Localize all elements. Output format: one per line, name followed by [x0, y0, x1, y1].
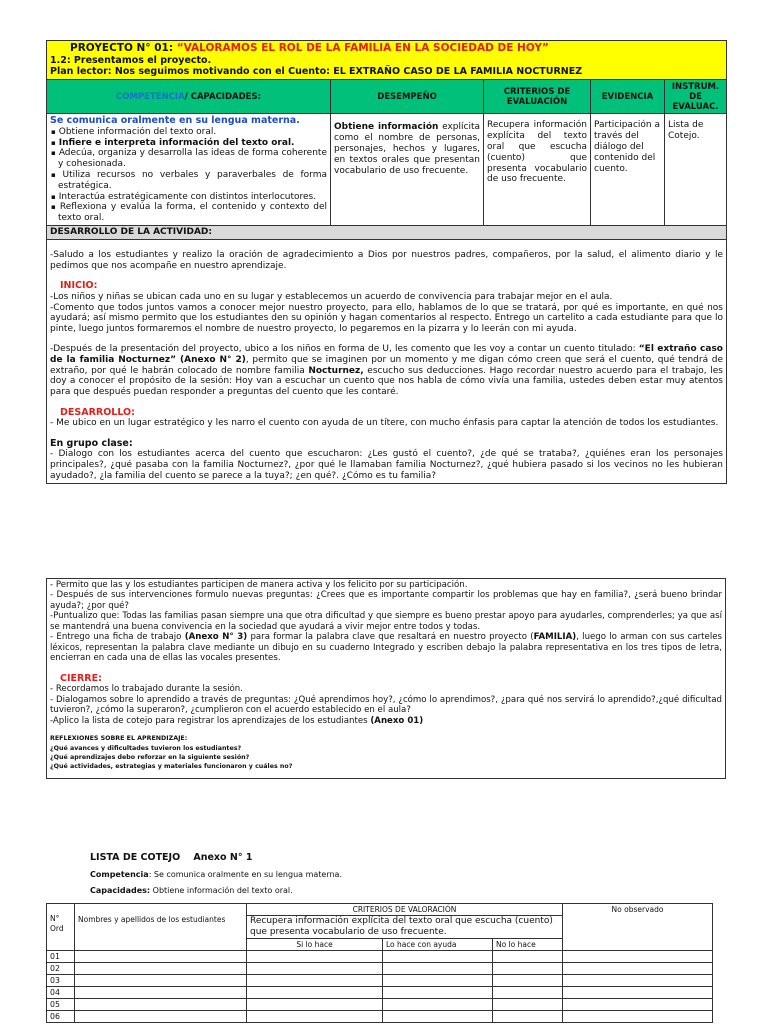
col-criterios: CRITERIOS DE EVALUACIÓN [484, 80, 591, 114]
capacidad-item: ▪ Utiliza recursos no verbales y paraverbales de forma estratégica. [50, 170, 327, 192]
desarrollo-paragraph: - Me ubico en un lugar estratégico y les narro el cuento con ayuda de un títere, con mucho énfasis para captar la atención de todos los estudiantes. [50, 418, 719, 429]
opt-si-header: Si lo hace [247, 939, 383, 951]
plan-lector: Plan lector: Nos seguimos motivando con el Cuento: EL EXTRAÑO CASO DE LA FAMILIA NOCTURNEZ [50, 65, 583, 77]
evidencia-cell: Participación a través del diálogo del contenido del cuento. [591, 114, 665, 226]
table-row: 03 [47, 975, 713, 987]
cierre-paragraph: - Recordamos lo trabajado durante la sesión. [50, 684, 243, 695]
col-criterios-header: CRITERIOS DE VALORACIÓN [247, 904, 563, 916]
session-plan [46, 40, 726, 484]
capacidad-item: ▪ Infiere e interpreta información del texto oral. [50, 138, 327, 149]
col-instrumento: INSTRUM. DE EVALUAC. [665, 80, 727, 114]
capacidad-item: ▪ Interactúa estratégicamente con distintos interlocutores. [50, 192, 327, 203]
competencia-title: Se comunica oralmente en su lengua materna. [50, 115, 300, 127]
inicio-paragraph: -Después de la presentación del proyecto, ubico a los niños en forma de U, les comento que les voy a contar un cuento titulado: “El extraño caso de la familia Nocturnez” (Anexo N° 2), permito que se imaginen por un momento y me digan cómo creen que será el cuento, qué tendrá de extraño, por qué le habrán colocado de nombre familia Nocturnez, escucho sus deducciones. Hago recordar nuestro acuerdo para el trabajo, les doy a conocer el propósito de la sesión: Hoy van a escuchar un cuento que nos habla de cómo vivía una familia, ustedes deben estar muy atentos para que después puedan responder a preguntas del cuento que les contaré. [50, 343, 723, 398]
cierre-paragraph: -Aplico la lista de cotejo para registrar los aprendizajes de los estudiantes (Anexo 01) [50, 715, 424, 726]
project-header [47, 41, 727, 80]
inicio-paragraph: -Los niños y niñas se ubican cada uno en su lugar y establecemos un acuerdo de convivencia para trabajar mejor en el aula. [50, 291, 613, 302]
table-row: 06 [47, 1011, 713, 1023]
capacidades-list [50, 127, 327, 224]
desarrollo-heading: DESARROLLO DE LA ACTIVIDAD: [47, 225, 727, 239]
lista-competencia: Competencia: Se comunica oralmente en su lengua materna. [90, 870, 342, 879]
criterio-cell: Recupera información explícita del texto oral que escucha (cuento) que presenta vocabulario de uso frecuente. [484, 114, 591, 226]
project-title: PROYECTO N° 01: “VALORAMOS EL ROL DE LA FAMILIA EN LA SOCIEDAD DE HOY” [70, 42, 549, 54]
col-num-header: N° Ord [47, 904, 75, 951]
col-evidencia: EVIDENCIA [591, 80, 665, 114]
grupo-clase-heading: En grupo clase: [50, 438, 133, 450]
reflexiones [50, 734, 722, 771]
desarrollo-phase-heading: DESARROLLO: [60, 406, 135, 418]
inicio-paragraph: -Comento que todos juntos vamos a conocer mejor nuestro proyecto, para ello, hablamos de lo que se tratará, por qué es importante, en qué nos ayudará; así mismo permito que los estudiantes den su opinión y hagan comentarios al respecto. Entrego un cartelito a cada estudiante para que lo pinte, luego juntos formaremos el nombre de nuestro proyecto, lo pegaremos en la pizarra y lo leerán con mi ayuda. [50, 302, 723, 335]
cierre-paragraph: - Dialogamos sobre lo aprendido a través de preguntas: ¿Qué aprendimos hoy?, ¿cómo lo aprendimos?, ¿para qué nos servirá lo aprendido?,¿qué dificultad tuvieron?, ¿cómo la superaron?, ¿cumplieron con el acuerdo establecido en el aula? [50, 694, 722, 716]
inicio-heading: INICIO: [60, 280, 98, 292]
competencia-cell [47, 114, 331, 226]
continuation-page [46, 578, 726, 779]
table-row: 05 [47, 999, 713, 1011]
reflexiones-title: REFLEXIONES SOBRE EL APRENDIZAJE: [50, 735, 188, 743]
col-desempeno: DESEMPEÑO [331, 80, 484, 114]
reflexion-question: ¿Qué aprendizajes debo reforzar en la siguiente sesión? [50, 753, 250, 761]
table-row: 01 [47, 951, 713, 963]
lista-title: LISTA DE COTEJO Anexo N° 1 [90, 852, 253, 863]
opt-no-header: No lo hace [493, 939, 563, 951]
cierre-heading: CIERRE: [60, 672, 102, 684]
reflexion-question: ¿Qué actividades, estrategias y materiales funcionaron y cuáles no? [50, 762, 293, 770]
grupo-paragraph: - Dialogo con los estudiantes acerca del cuento que escucharon: ¿Les gustó el cuento?, ¿de qué se trataba?, ¿quiénes eran los personajes principales?, ¿qué pasaba con la familia Nocturnez?, ¿por qué le llamaban familia Nocturnez?, ¿qué hubiera pasado si los vecinos no les hubieran ayudado?, ¿la familia del cuento se parece a la tuya?; ¿en qué?. ¿Cómo es tu familia? [50, 449, 723, 482]
table-row: 02 [47, 963, 713, 975]
reflexion-question: ¿Qué avances y dificultades tuvieron los estudiantes? [50, 744, 242, 752]
continuation-paragraph: -Puntualizo que: Todas las familias pasan siempre una que otra dificultad y que siempre es bueno prestar apoyo para ayudarles, comprenderles; ya que así se mantendrá una buena convivencia en la sociedad que ayudará a vivir mejor entre todos y todas. [50, 611, 722, 632]
desempeno-cell: Obtiene información explícita como el nombre de personas, personajes, hechos y lugares, en textos orales que presentan vocabulario de uso frecuente. [331, 114, 484, 226]
session-subtitle: 1.2: Presentamos el proyecto. [50, 54, 212, 66]
capacidad-item: ▪ Obtiene información del texto oral. [50, 127, 327, 138]
continuation-paragraph: - Después de sus intervenciones formulo nuevas preguntas: ¿Crees que es importante compartir los problemas que hay en familia?, ¿será bueno brindar ayuda?; ¿por qué? [50, 590, 722, 611]
criterio-text: Recupera información explícita del texto oral que escucha (cuento) que presenta vocabulario de uso frecuente. [247, 916, 563, 939]
continuation-box [46, 578, 726, 779]
instrumento-cell: Lista de Cotejo. [665, 114, 727, 226]
col-competencia: COMPETENCIA/ CAPACIDADES: [47, 80, 331, 114]
continuation-paragraph: - Entrego una ficha de trabajo (Anexo N° 3) para formar la palabra clave que resaltará en nuestro proyecto (FAMILIA), luego lo arman con sus carteles léxicos, representan la palabra clave mediante un dibujo en su cuaderno Integrado y escriben debajo la palabra representativa en los tres tipos de letra, encierran en cada una de ellas las vocales presentes. [50, 632, 722, 664]
lista-cotejo-page [46, 852, 726, 1023]
col-no-observado-header: No observado [563, 904, 713, 951]
desarrollo-body [47, 239, 727, 483]
intro-paragraph: -Saludo a los estudiantes y realizo la oración de agradecimiento a Dios por nuestros padres, compañeros, por la salud, el alimento diario y le pedimos que nos acompañe en nuestro aprendizaje. [50, 249, 723, 271]
lista-capacidades: Capacidades: Obtiene información del texto oral. [90, 886, 293, 895]
capacidad-item: ▪ Adecúa, organiza y desarrolla las ideas de forma coherente y cohesionada. [50, 148, 327, 170]
table-row: 04 [47, 987, 713, 999]
continuation-paragraph: - Permito que las y los estudiantes participen de manera activa y los felicito por su participación. [50, 580, 468, 590]
opt-ayuda-header: Lo hace con ayuda [383, 939, 493, 951]
col-nombres-header: Nombres y apellidos de los estudiantes [75, 904, 247, 951]
checklist-table [46, 903, 713, 1023]
capacidad-item: ▪ Reflexiona y evalúa la forma, el contenido y contexto del texto oral. [50, 202, 327, 224]
